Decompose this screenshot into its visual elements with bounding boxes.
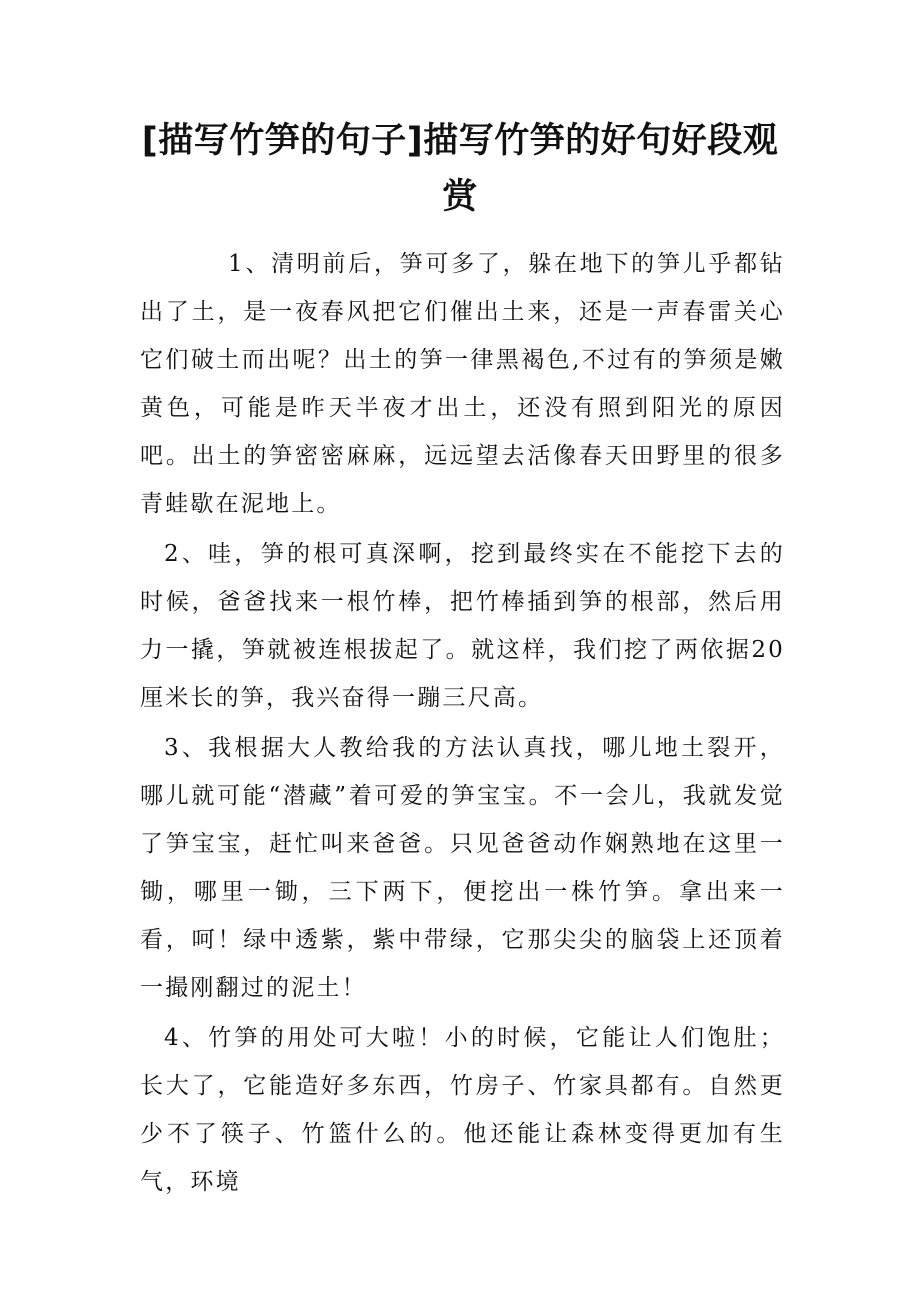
document-body <box>140 240 785 1206</box>
paragraph-4: 4、竹笋的用处可大啦！小的时候，它能让人们饱肚；长大了，它能造好多东西，竹房子、竹家具都有。自然更少不了筷子、竹篮什么的。他还能让森林变得更加有生气，环境 <box>140 1025 785 1195</box>
paragraph-2: 2、哇，笋的根可真深啊，挖到最终实在不能挖下去的时候，爸爸找来一根竹棒，把竹棒插到笋的根部，然后用力一撬，笋就被连根拔起了。就这样，我们挖了两依据20厘米长的笋，我兴奋得一蹦三尺高。 <box>140 541 785 711</box>
paragraph-3: 3、我根据大人教给我的方法认真找，哪儿地土裂开，哪儿就可能“潜藏”着可爱的笋宝宝。不一会儿，我就发觉了笋宝宝，赶忙叫来爸爸。只见爸爸动作娴熟地在这里一锄，哪里一锄，三下两下，便挖出一株竹笋。拿出来一看，呵！绿中透紫，紫中带绿，它那尖尖的脑袋上还顶着一撮刚翻过的泥土！ <box>140 735 785 1001</box>
paragraph-1: 1、清明前后，笋可多了，躲在地下的笋儿乎都钻出了土，是一夜春风把它们催出土来，还是一声春雷关心它们破土而出呢？出土的笋一律黑褐色,不过有的笋须是嫩黄色，可能是昨天半夜才出土，还没有照到阳光的原因吧。出土的笋密密麻麻，远远望去活像春天田野里的很多青蛙歇在泥地上。 <box>140 251 785 517</box>
document-title: [描写竹笋的句子]描写竹笋的好句好段观赏 <box>141 121 779 217</box>
